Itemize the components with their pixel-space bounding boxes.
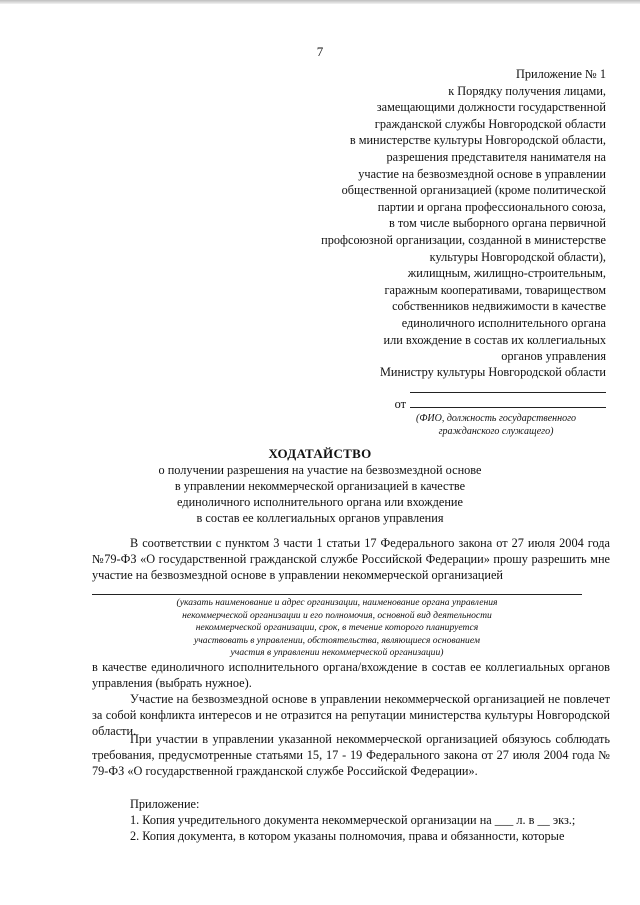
appendix-line: единоличного исполнительного органа bbox=[401, 315, 606, 330]
attachments-label: Приложение: bbox=[130, 797, 200, 811]
paragraph-role: в качестве единоличного исполнительного органа/вхождение в состав ее коллегиальных органов управления (выбрать нужное). bbox=[92, 660, 610, 691]
from-hint-line: гражданского служащего) bbox=[438, 426, 554, 437]
scan-edge bbox=[0, 0, 640, 4]
page-number: 7 bbox=[316, 44, 324, 59]
org-hint-line: некоммерческой организации, срок, в течение которого планируется bbox=[195, 622, 479, 634]
appendix-line: разрешения представителя нанимателя на bbox=[386, 149, 606, 164]
organization-blank-line bbox=[92, 594, 582, 595]
organization-hint bbox=[92, 597, 582, 660]
appendix-line: или вхождение в состав их коллегиальных bbox=[383, 332, 606, 347]
from-label: от bbox=[394, 397, 406, 411]
subtitle-line: о получении разрешения на участие на безвозмездной основе bbox=[158, 463, 482, 477]
appendix-line: профсоюзной организации, созданной в министерстве bbox=[321, 232, 606, 247]
petition-title: ХОДАТАЙСТВО bbox=[268, 446, 372, 461]
appendix-line: гражданской службы Новгородской области bbox=[374, 116, 606, 131]
appendix-line: гаражным кооперативами, товариществом bbox=[384, 282, 606, 297]
org-hint-line: некоммерческой организации и его полномочия, основной вид деятельности bbox=[182, 609, 492, 621]
appendix-line: органов управления bbox=[501, 349, 606, 364]
paragraph-no-conflict: Участие на безвозмездной основе в управлении некоммерческой организацией не повлечет за собой конфликта интересов и не отразится на репутации министерства культуры Новгородской области. bbox=[92, 692, 610, 739]
subtitle-line: в состав ее коллегиальных органов управления bbox=[196, 511, 444, 525]
from-hint-line: (ФИО, должность государственного bbox=[416, 413, 576, 424]
appendix-line: жилищным, жилищно-строительным, bbox=[407, 266, 606, 281]
appendix-line: замещающими должности государственной bbox=[376, 100, 606, 115]
paragraph-obligation: При участии в управлении указанной некоммерческой организацией обязуюсь соблюдать требования, предусмотренные статьями 15, 17 - 19 Федерального закона от 27 июля 2004 года № 79-ФЗ «О государственной гражданской службе Российской Федерации». bbox=[92, 732, 610, 779]
paragraph-request: В соответствии с пунктом 3 части 1 статьи 17 Федерального закона от 27 июля 2004 года №79-ФЗ «О государственной гражданской службе Российской Федерации» прошу разрешить мне участие на безвозмездной основе в управлении некоммерческой организацией bbox=[92, 536, 610, 583]
addressee-blank-line bbox=[410, 392, 606, 393]
from-row bbox=[395, 396, 606, 412]
appendix-line: участие на безвозмездной основе в управлении bbox=[358, 166, 606, 181]
from-hint bbox=[386, 412, 606, 438]
petition-subtitle bbox=[0, 462, 640, 526]
appendix-line: к Порядку получения лицами, bbox=[448, 83, 606, 98]
appendix-line: партии и органа профессионального союза, bbox=[377, 199, 606, 214]
subtitle-line: в управлении некоммерческой организацией в качестве bbox=[174, 479, 466, 493]
appendix-line: культуры Новгородской области), bbox=[429, 249, 606, 264]
attachment-item: 2. Копия документа, в котором указаны полномочия, права и обязанности, которые bbox=[130, 829, 565, 843]
appendix-line: в том числе выборного органа первичной bbox=[388, 216, 606, 231]
appendix-line: Приложение № 1 bbox=[515, 67, 606, 81]
org-hint-line: участия в управлении некоммерческой организации) bbox=[230, 647, 444, 659]
org-hint-line: участвовать в управлении, обстоятельства, являющиеся основанием bbox=[193, 634, 481, 646]
appendix-line: в министерстве культуры Новгородской области, bbox=[349, 133, 606, 148]
addressee: Министру культуры Новгородской области bbox=[379, 365, 606, 379]
appendix-line: собственников недвижимости в качестве bbox=[392, 299, 606, 314]
appendix-header bbox=[276, 66, 606, 365]
from-blank-line bbox=[410, 396, 606, 408]
appendix-line: общественной организацией (кроме политической bbox=[341, 183, 606, 198]
attachment-item: 1. Копия учредительного документа некоммерческой организации на ___ л. в __ экз.; bbox=[130, 813, 576, 827]
org-hint-line: (указать наименование и адрес организации, наименование органа управления bbox=[176, 597, 498, 608]
subtitle-line: единоличного исполнительного органа или вхождение bbox=[177, 495, 463, 509]
